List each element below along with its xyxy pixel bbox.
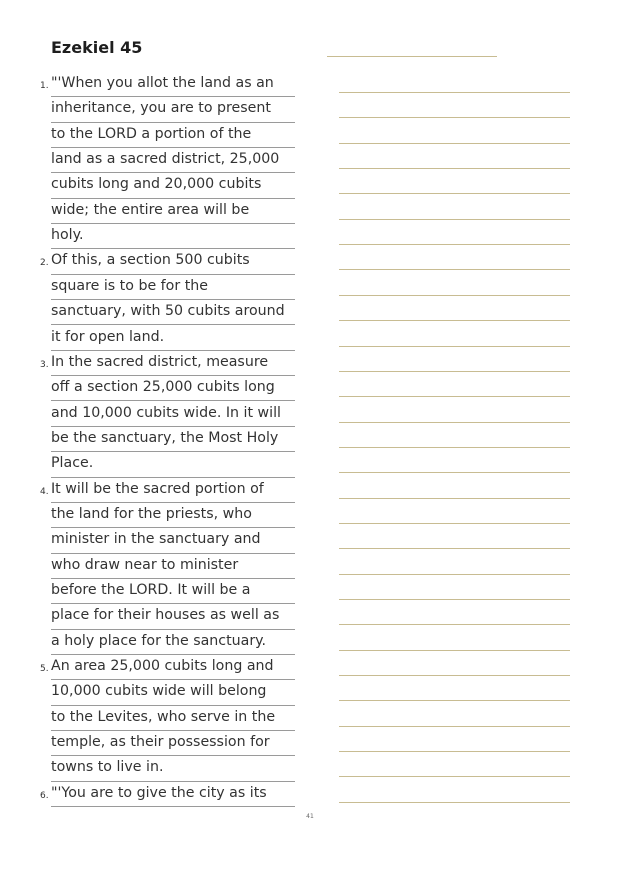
writing-rule[interactable] (339, 320, 570, 321)
verse-line: holy. (51, 224, 295, 249)
verse-line: Of this, a section 500 cubits (51, 249, 295, 274)
writing-rule[interactable] (339, 726, 570, 727)
verse-line: land as a sacred district, 25,000 (51, 148, 295, 173)
verse-line: place for their houses as well as (51, 604, 295, 629)
writing-rule[interactable] (339, 447, 570, 448)
verse-line: cubits long and 20,000 cubits (51, 173, 295, 198)
writing-rule[interactable] (339, 346, 570, 347)
verse-number: 2. (40, 258, 49, 269)
verse-line: An area 25,000 cubits long and (51, 655, 295, 680)
verse-number: 4. (40, 486, 49, 497)
verse-line: off a section 25,000 cubits long (51, 376, 295, 401)
writing-rule[interactable] (339, 168, 570, 169)
writing-rule[interactable] (339, 295, 570, 296)
verse-line: Place. (51, 452, 295, 477)
page-title: Ezekiel 45 (51, 38, 143, 57)
writing-rule[interactable] (339, 700, 570, 701)
verse-line: be the sanctuary, the Most Holy (51, 427, 295, 452)
verse-line: minister in the sanctuary and (51, 528, 295, 553)
verse-line: towns to live in. (51, 756, 295, 781)
verse-line: temple, as their possession for (51, 731, 295, 756)
writing-rule[interactable] (339, 472, 570, 473)
writing-rule[interactable] (339, 751, 570, 752)
verse-line: sanctuary, with 50 cubits around (51, 300, 295, 325)
verse-line: "'When you allot the land as an (51, 72, 295, 97)
verse-line: and 10,000 cubits wide. In it will (51, 402, 295, 427)
verse-number: 3. (40, 359, 49, 370)
verse-line: inheritance, you are to present (51, 97, 295, 122)
verse-line: square is to be for the (51, 275, 295, 300)
writing-rule[interactable] (339, 574, 570, 575)
verse-line: to the LORD a portion of the (51, 123, 295, 148)
verse-line: the land for the priests, who (51, 503, 295, 528)
writing-rule[interactable] (339, 396, 570, 397)
verse-line: it for open land. (51, 326, 295, 351)
page-number: 41 (306, 813, 314, 820)
verse-line: who draw near to minister (51, 554, 295, 579)
writing-rule[interactable] (339, 776, 570, 777)
verse-line: to the Levites, who serve in the (51, 706, 295, 731)
writing-rule[interactable] (339, 675, 570, 676)
title-writing-rule (327, 56, 497, 57)
writing-rule[interactable] (339, 548, 570, 549)
verse-number: 5. (40, 664, 49, 675)
verse-line: a holy place for the sanctuary. (51, 630, 295, 655)
writing-rule[interactable] (339, 219, 570, 220)
writing-rule[interactable] (339, 802, 570, 803)
writing-rule[interactable] (339, 523, 570, 524)
writing-rule[interactable] (339, 650, 570, 651)
writing-rule[interactable] (339, 92, 570, 93)
writing-rule[interactable] (339, 624, 570, 625)
writing-rule[interactable] (339, 244, 570, 245)
writing-rule[interactable] (339, 117, 570, 118)
verse-line: wide; the entire area will be (51, 199, 295, 224)
writing-rule[interactable] (339, 422, 570, 423)
writing-rule[interactable] (339, 498, 570, 499)
verse-line: It will be the sacred portion of (51, 478, 295, 503)
verse-number: 6. (40, 790, 49, 801)
verse-line: In the sacred district, measure (51, 351, 295, 376)
writing-rule[interactable] (339, 193, 570, 194)
writing-rule[interactable] (339, 269, 570, 270)
verse-line: before the LORD. It will be a (51, 579, 295, 604)
writing-rule[interactable] (339, 371, 570, 372)
writing-rule[interactable] (339, 143, 570, 144)
writing-rule[interactable] (339, 599, 570, 600)
verse-line: 10,000 cubits wide will belong (51, 680, 295, 705)
verse-line: "'You are to give the city as its (51, 782, 295, 807)
verse-number: 1. (40, 81, 49, 91)
